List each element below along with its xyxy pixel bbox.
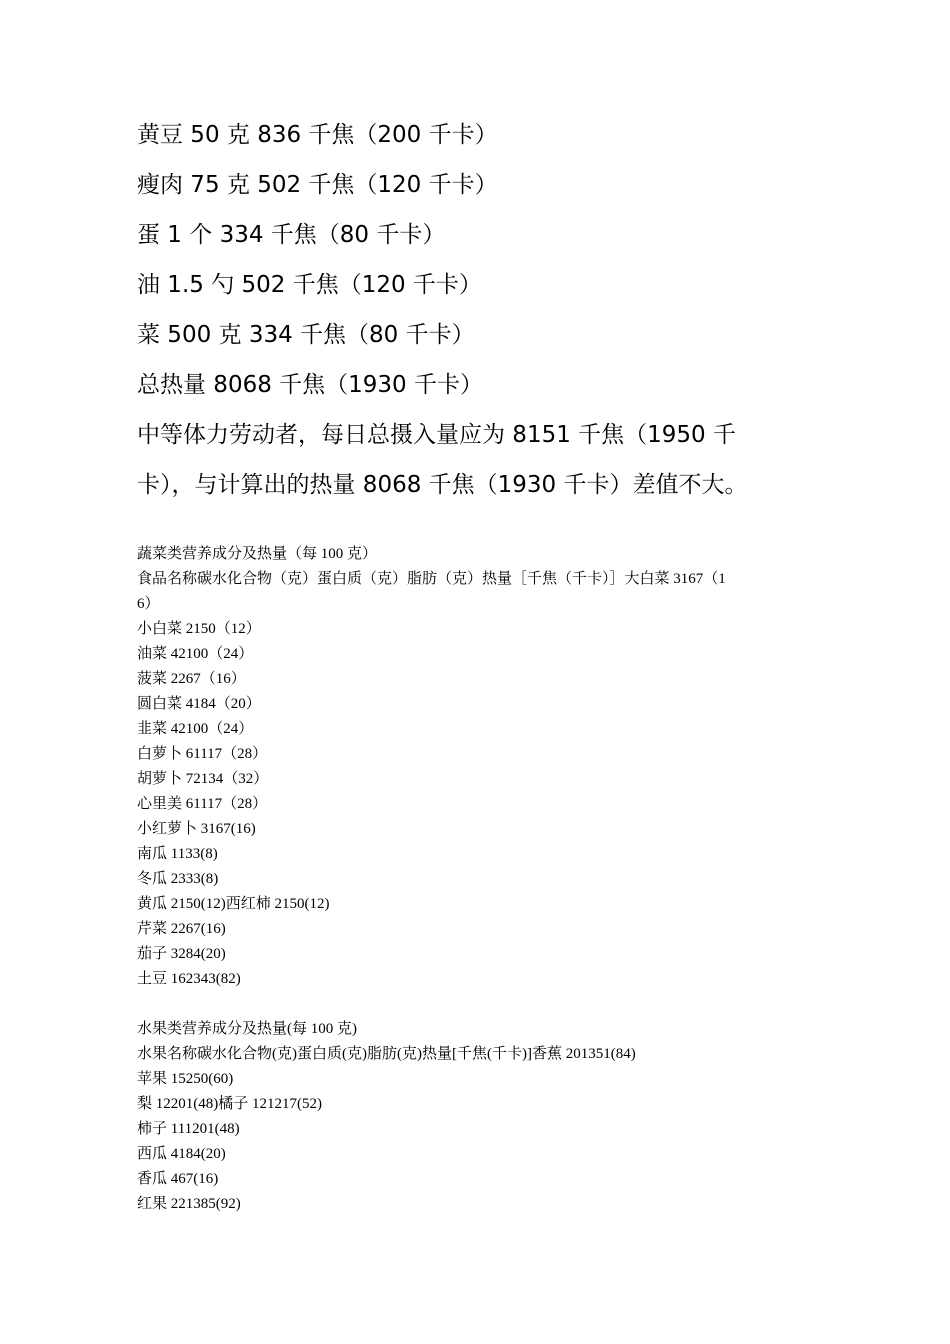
summary-conclusion-line-1: 中等体力劳动者，每日总摄入量应为 8151 千焦（1950 千 — [137, 422, 736, 448]
summary-conclusion-line-2: 卡），与计算出的热量 8068 千焦（1930 千卡）差值不大。 — [137, 472, 748, 498]
fruit-item: 苹果 15250(60) — [137, 1071, 234, 1087]
vegetable-table-header-wrap: 6） — [137, 596, 160, 612]
vegetable-item: 小红萝卜 3167(16) — [137, 821, 256, 837]
vegetable-item: 韭菜 42100（24） — [137, 721, 254, 737]
fruit-item: 西瓜 4184(20) — [137, 1146, 226, 1162]
vegetable-item: 土豆 162343(82) — [137, 971, 241, 987]
fruit-item: 柿子 111201(48) — [137, 1121, 240, 1137]
vegetable-item: 白萝卜 61117（28） — [137, 746, 268, 762]
summary-line-egg: 蛋 1 个 334 千焦（80 千卡） — [137, 222, 446, 248]
vegetable-table-header: 食品名称碳水化合物（克）蛋白质（克）脂肪（克）热量［千焦（千卡）］大白菜 3167（1 — [137, 571, 726, 587]
vegetable-item: 圆白菜 4184（20） — [137, 696, 261, 712]
vegetable-item: 黄瓜 2150(12)西红柿 2150(12) — [137, 896, 330, 912]
fruit-item: 红果 221385(92) — [137, 1196, 241, 1212]
summary-line-oil: 油 1.5 勺 502 千焦（120 千卡） — [137, 272, 482, 298]
vegetable-section-title: 蔬菜类营养成分及热量（每 100 克） — [137, 546, 378, 562]
summary-line-lean-meat: 瘦肉 75 克 502 千焦（120 千卡） — [137, 172, 498, 198]
vegetable-item: 胡萝卜 72134（32） — [137, 771, 269, 787]
fruit-table-header: 水果名称碳水化合物(克)蛋白质(克)脂肪(克)热量[千焦(千卡)]香蕉 201351(84) — [137, 1046, 636, 1062]
vegetable-item: 茄子 3284(20) — [137, 946, 226, 962]
vegetable-nutrition-section — [137, 542, 802, 992]
fruit-nutrition-section — [137, 1017, 802, 1217]
summary-line-total: 总热量 8068 千焦（1930 千卡） — [137, 372, 483, 398]
summary-line-soybean: 黄豆 50 克 836 千焦（200 千卡） — [137, 122, 498, 148]
vegetable-item: 芹菜 2267(16) — [137, 921, 226, 937]
calorie-summary — [137, 110, 797, 510]
fruit-item: 香瓜 467(16) — [137, 1171, 219, 1187]
vegetable-item: 冬瓜 2333(8) — [137, 871, 219, 887]
vegetable-item: 油菜 42100（24） — [137, 646, 254, 662]
summary-line-vegetable: 菜 500 克 334 千焦（80 千卡） — [137, 322, 475, 348]
vegetable-item: 南瓜 1133(8) — [137, 846, 218, 862]
vegetable-item: 心里美 61117（28） — [137, 796, 268, 812]
vegetable-item: 菠菜 2267（16） — [137, 671, 246, 687]
fruit-item: 梨 12201(48)橘子 121217(52) — [137, 1096, 322, 1112]
fruit-section-title: 水果类营养成分及热量(每 100 克) — [137, 1021, 357, 1037]
vegetable-item: 小白菜 2150（12） — [137, 621, 261, 637]
